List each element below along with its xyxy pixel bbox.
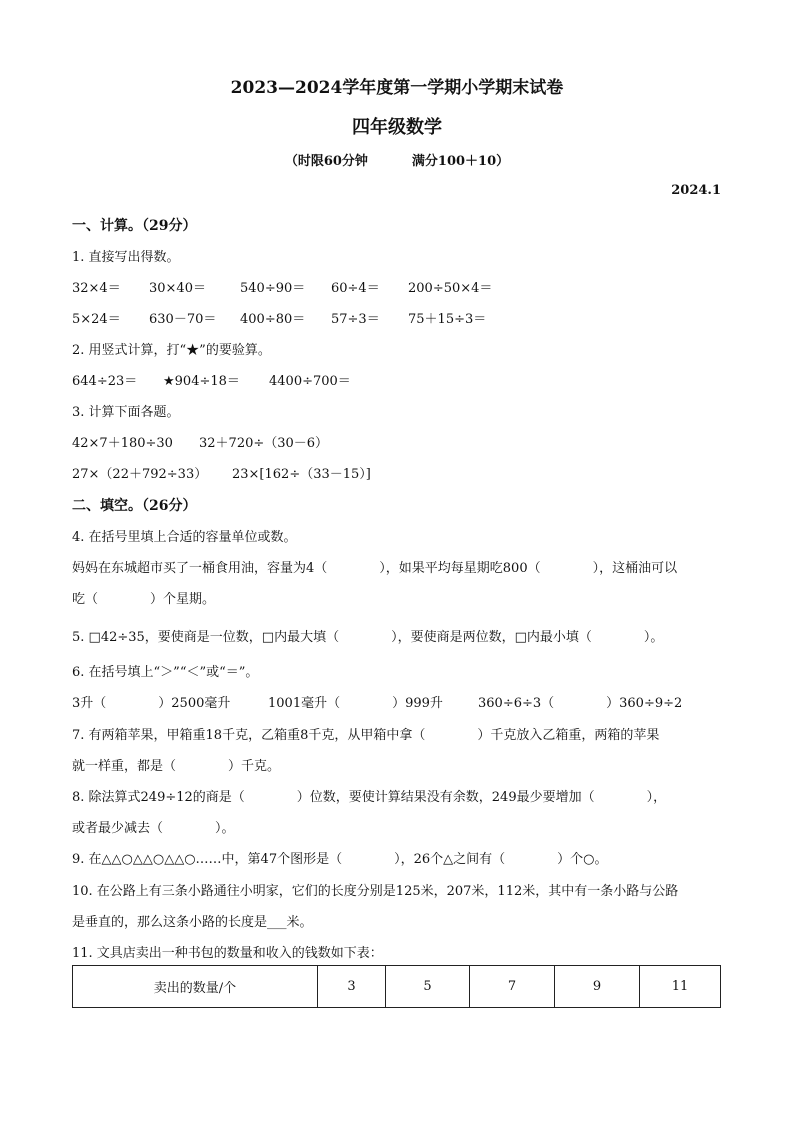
table-cell: 11: [640, 966, 721, 1008]
q6-item: 360÷6÷3（ ）360÷9÷2: [478, 696, 683, 711]
q3-prompt: 3. 计算下面各题。: [72, 405, 180, 420]
q4-line1: 妈妈在东城超市买了一桶食用油，容量为4（ ），如果平均每星期吃800（ ），这桶油可以: [72, 561, 678, 576]
q6-item: 1001毫升（ ）999升: [268, 696, 443, 711]
exam-subject: 四年级数学: [352, 117, 442, 138]
q11-table: [72, 965, 721, 1008]
q9-text: 9. 在△△○△△○△△○……中，第47个图形是（ ），26个△之间有（ ）个○。: [72, 852, 608, 867]
q2-prompt: 2. 用竖式计算，打“★”的要验算。: [72, 343, 271, 358]
table-cell: 5: [386, 966, 470, 1008]
q1-item: 32×4＝: [72, 281, 121, 296]
q1-item: 5×24＝: [72, 312, 121, 327]
q3-row1: [72, 432, 328, 451]
q3-item: 42×7＋180÷30: [72, 436, 173, 451]
q1-item: 400÷80＝: [240, 312, 306, 327]
q8-line2: 或者最少减去（ ）。: [72, 821, 235, 836]
q3-item: 32＋720÷（30－6）: [199, 436, 329, 451]
q11-prompt: 11. 文具店卖出一种书包的数量和收入的钱数如下表：: [72, 946, 383, 961]
q3-item: 23×[162÷（33－15）]: [232, 467, 371, 482]
time-limit: （时限60分钟: [284, 154, 368, 169]
q1-item: 57÷3＝: [331, 312, 380, 327]
q6-item: 3升（ ）2500毫升: [72, 696, 231, 711]
section1-heading: 一、计算。（29分）: [72, 218, 197, 234]
q1-item: 30×40＝: [149, 281, 206, 296]
q2-row: [72, 370, 351, 389]
exam-info: [0, 150, 794, 169]
q7-line1: 7. 有两箱苹果，甲箱重18千克，乙箱重8千克，从甲箱中拿（ ）千克放入乙箱重，两箱的苹果: [72, 728, 660, 743]
q6-prompt: 6. 在括号填上“＞”“＜”或“＝”。: [72, 665, 259, 680]
q4-line2: 吃（ ）个星期。: [72, 592, 216, 607]
q1-item: 60÷4＝: [331, 281, 380, 296]
section2-heading: 二、填空。（26分）: [72, 498, 197, 514]
q1-item: 630－70＝: [149, 312, 217, 327]
q2-item: 644÷23＝: [72, 374, 138, 389]
exam-title: 2023—2024学年度第一学期小学期末试卷: [230, 78, 564, 98]
table-cell: 3: [318, 966, 386, 1008]
table-cell: 7: [470, 966, 555, 1008]
q1-item: 75＋15÷3＝: [408, 312, 487, 327]
q3-row2: [72, 463, 371, 482]
q6-row: [72, 692, 682, 711]
q1-item: 200÷50×4＝: [408, 281, 493, 296]
q3-item: 27×（22＋792÷33）: [72, 467, 208, 482]
table-header-cell: 卖出的数量/个: [73, 966, 318, 1008]
table-cell: 9: [555, 966, 640, 1008]
q10-line1: 10. 在公路上有三条小路通往小明家，它们的长度分别是125米，207米，112米，其中有一条小路与公路: [72, 884, 679, 899]
q1-row1: [72, 277, 492, 296]
q1-row2: [72, 308, 486, 327]
exam-date: 2024.1: [671, 183, 721, 198]
q8-line1: 8. 除法算式249÷12的商是（ ）位数，要使计算结果没有余数，249最少要增加（ ），: [72, 790, 667, 805]
full-marks: 满分100＋10）: [411, 154, 510, 169]
q2-item: ★904÷18＝: [163, 374, 240, 389]
q1-prompt: 1. 直接写出得数。: [72, 250, 180, 265]
q5-text: 5. □42÷35，要使商是一位数，□内最大填（ ），要使商是两位数，□内最小填（ ）。: [72, 630, 664, 645]
table-row: [73, 966, 721, 1008]
q4-prompt: 4. 在括号里填上合适的容量单位或数。: [72, 530, 297, 545]
q7-line2: 就一样重，都是（ ）千克。: [72, 759, 281, 774]
q1-item: 540÷90＝: [240, 281, 306, 296]
q2-item: 4400÷700＝: [269, 374, 351, 389]
q10-line2: 是垂直的，那么这条小路的长度是___米。: [72, 915, 313, 930]
